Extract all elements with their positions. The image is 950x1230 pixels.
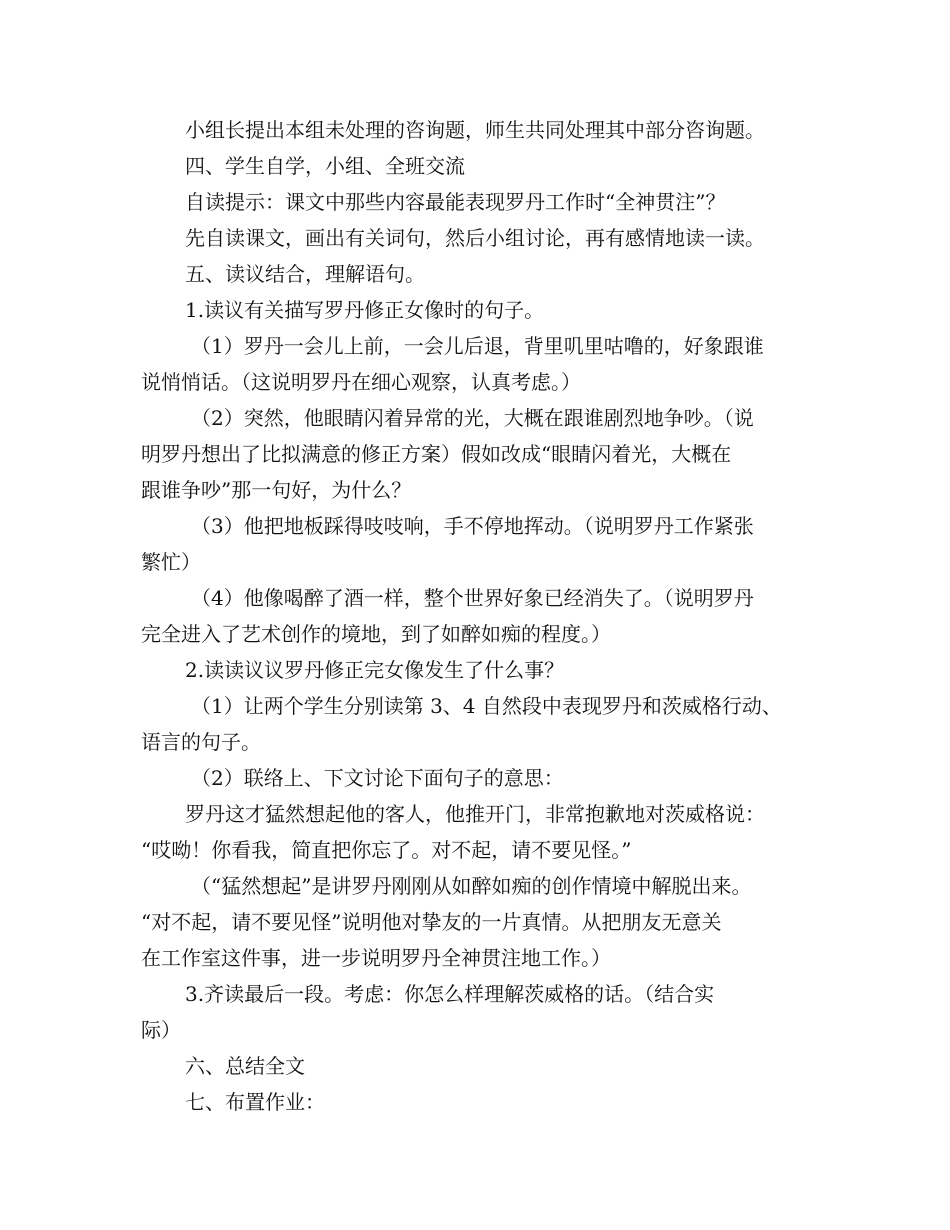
text-line: （3）他把地板踩得吱吱响，手不停地挥动。（说明罗丹工作紧张 [191, 514, 754, 538]
text-line: 明罗丹想出了比拟满意的修正方案）假如改成“眼睛闪着光，大概在 [141, 442, 732, 466]
text-line: 繁忙） [141, 550, 201, 574]
numbered-item: 2.读读议议罗丹修正完女像发生了什么事？ [185, 658, 565, 682]
numbered-item: 1.读议有关描写罗丹修正女像时的句子。 [185, 298, 545, 322]
text-line: （“猛然想起”是讲罗丹刚刚从如醉如痴的创作情境中解脱出来。 [191, 874, 752, 898]
text-line: 完全进入了艺术创作的境地，到了如醉如痴的程度。） [141, 622, 611, 646]
numbered-item: 3.齐读最后一段。考虑：你怎么样理解茨威格的话。（结合实 [185, 982, 715, 1006]
section-heading: 七、布置作业： [185, 1090, 325, 1114]
text-line: 在工作室这件事，进一步说明罗丹全神贯注地工作。） [141, 946, 611, 970]
document-body [141, 112, 821, 1120]
text-line: （2）突然，他眼睛闪着异常的光，大概在跟谁剧烈地争吵。（说 [191, 406, 754, 430]
text-line: “哎呦！你看我，简直把你忘了。对不起，请不要见怪。” [141, 838, 632, 862]
section-heading: 六、总结全文 [185, 1054, 305, 1078]
text-line: 罗丹这才猛然想起他的客人，他推开门，非常抱歉地对茨威格说： [185, 802, 765, 826]
text-line: （2）联络上、下文讨论下面句子的意思： [191, 766, 564, 790]
text-line: （1）让两个学生分别读第 3、4 自然段中表现罗丹和茨威格行动、 [191, 694, 782, 718]
text-line: 说悄悄话。（这说明罗丹在细心观察，认真考虑。） [141, 370, 581, 394]
text-line: 跟谁争吵”那一句好，为什么？ [141, 478, 412, 502]
text-line: 语言的句子。 [141, 730, 261, 754]
text-line: 先自读课文，画出有关词句，然后小组讨论，再有感情地读一读。 [185, 226, 765, 250]
section-heading: 五、读议结合，理解语句。 [185, 262, 425, 286]
text-line: 自读提示：课文中那些内容最能表现罗丹工作时“全神贯注”？ [185, 190, 726, 214]
text-line: （4）他像喝醉了酒一样，整个世界好象已经消失了。（说明罗丹 [191, 586, 754, 610]
text-line: “对不起，请不要见怪”说明他对挚友的一片真情。从把朋友无意关 [141, 910, 722, 934]
section-heading: 四、学生自学，小组、全班交流 [185, 154, 465, 178]
text-line: 际） [141, 1018, 181, 1042]
text-line: （1）罗丹一会儿上前，一会儿后退，背里叽里咕噜的，好象跟谁 [191, 334, 764, 358]
text-line: 小组长提出本组未处理的咨询题，师生共同处理其中部分咨询题。 [185, 118, 765, 142]
